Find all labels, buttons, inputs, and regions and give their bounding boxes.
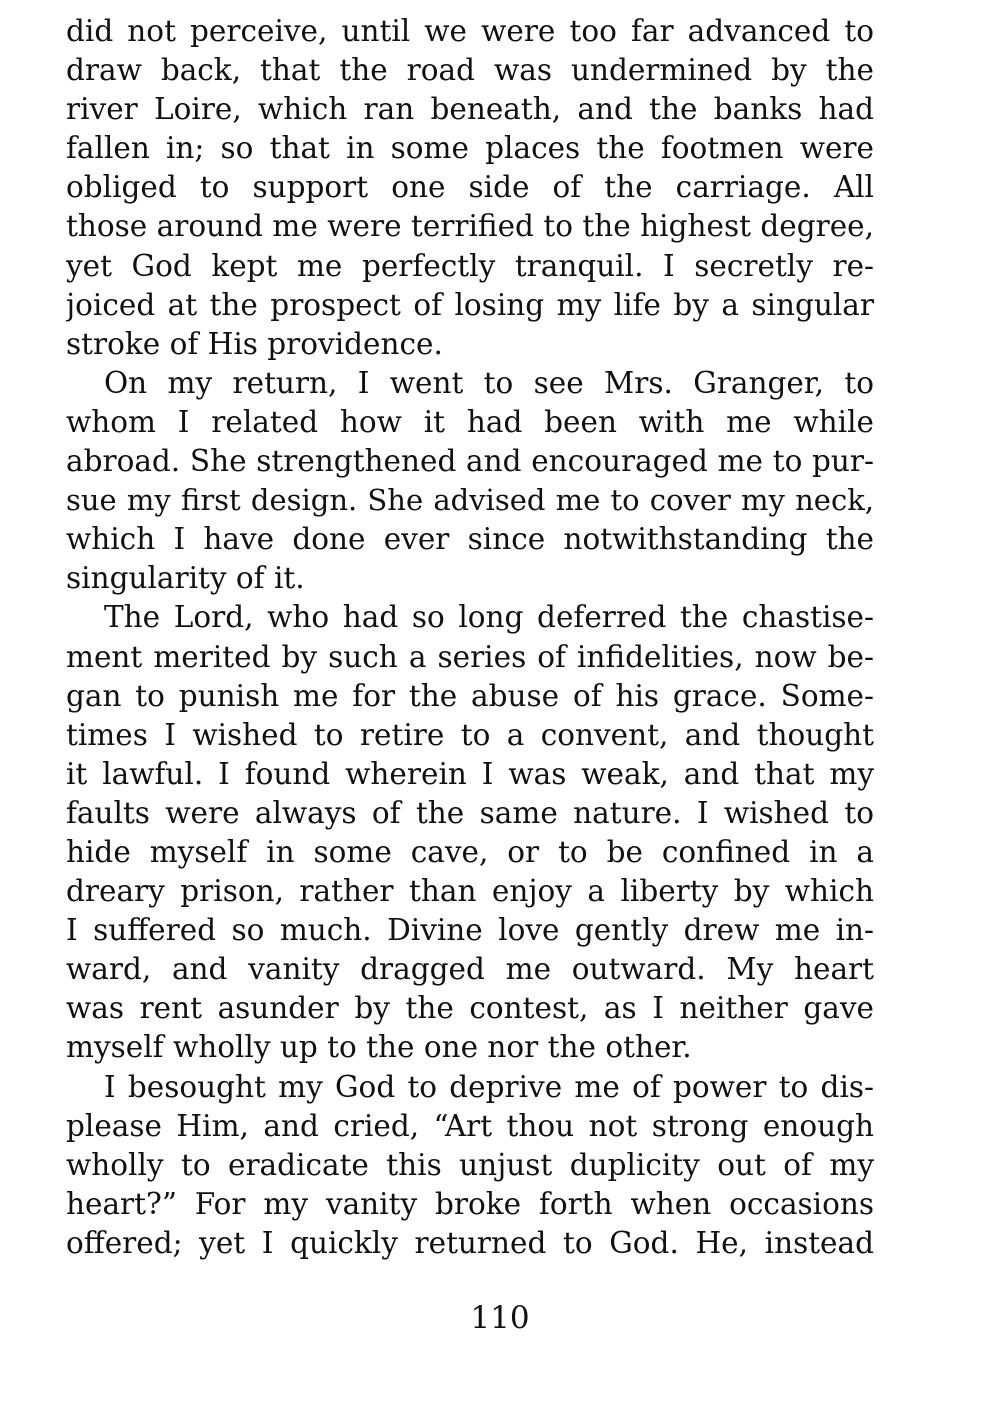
text-line: heart?” For my vanity broke forth when occasions (66, 1186, 874, 1221)
text-line: was rent asunder by the contest, as I neither gave (66, 991, 874, 1026)
text-line: ment merited by such a series of infidelities, now be- (66, 639, 874, 674)
text-line: offered; yet I quickly returned to God. He, instead (66, 1225, 874, 1260)
text-line: river Loire, which ran beneath, and the banks had (66, 92, 874, 127)
text-line: abroad. She strengthened and encouraged me to pur- (66, 444, 874, 479)
text-line: joiced at the prospect of losing my life by a singular (66, 287, 874, 322)
text-line: which I have done ever since notwithstanding the (66, 522, 874, 557)
text-line: please Him, and cried, “Art thou not strong enough (66, 1108, 874, 1143)
text-line: wholly to eradicate this unjust duplicity out of my (66, 1147, 874, 1182)
text-line: times I wished to retire to a convent, and thought (66, 717, 874, 752)
text-line: those around me were terrified to the highest degree, (66, 209, 874, 244)
text-line: whom I related how it had been with me while (66, 404, 874, 439)
text-line: singularity of it. (66, 561, 305, 596)
text-line: The Lord, who had so long deferred the chastise- (104, 600, 874, 635)
text-line: I besought my God to deprive me of power to dis- (104, 1069, 874, 1104)
text-line: I suffered so much. Divine love gently drew me in- (66, 913, 874, 948)
text-line: stroke of His providence. (66, 326, 443, 361)
text-line: draw back, that the road was undermined by the (66, 53, 874, 88)
text-line: dreary prison, rather than enjoy a liberty by which (66, 874, 874, 909)
text-line: hide myself in some cave, or to be confined in a (66, 834, 874, 869)
text-line: faults were always of the same nature. I wished to (66, 795, 874, 830)
text-line: yet God kept me perfectly tranquil. I secretly re- (66, 248, 874, 283)
text-line: obliged to support one side of the carriage. All (66, 170, 874, 205)
text-line: sue my first design. She advised me to cover my neck, (66, 483, 874, 518)
text-line: did not perceive, until we were too far advanced to (66, 14, 874, 48)
text-line: fallen in; so that in some places the footmen were (66, 131, 874, 166)
text-line: ward, and vanity dragged me outward. My heart (66, 952, 874, 987)
body-text (66, 12, 874, 1263)
text-line: gan to punish me for the abuse of his grace. Some- (66, 678, 874, 713)
text-line: it lawful. I found wherein I was weak, and that my (66, 756, 874, 791)
text-line: myself wholly up to the one nor the other. (66, 1030, 692, 1065)
page-number: 110 (470, 1300, 530, 1336)
text-line: On my return, I went to see Mrs. Granger, to (104, 365, 874, 400)
